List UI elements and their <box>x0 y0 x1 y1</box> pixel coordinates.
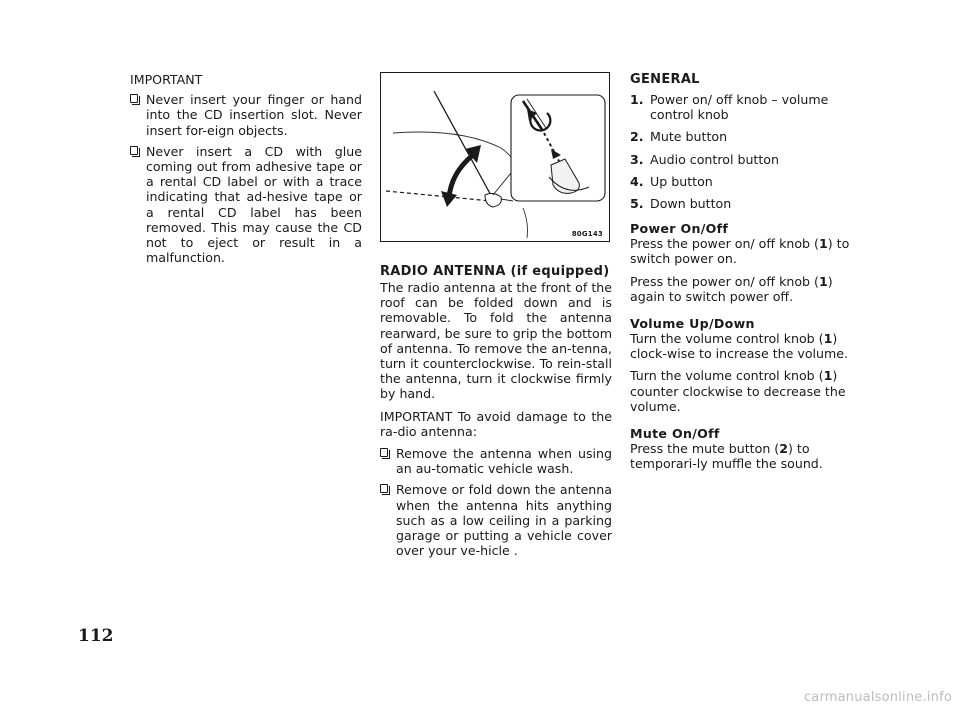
antenna-illustration <box>381 73 609 241</box>
right-column <box>630 72 860 471</box>
power-on-text: Press the power on/ off knob (1) to switch power on. <box>630 236 850 267</box>
watermark: carmanualsonline.info <box>803 690 952 705</box>
volume-heading: Volume Up/Down <box>630 316 755 332</box>
list-item: 3. Audio control button <box>630 151 779 167</box>
radio-antenna-heading: RADIO ANTENNA (if equipped) <box>380 264 610 279</box>
controls-list <box>630 92 860 211</box>
volume-up-text: Turn the volume control knob (1) clock-wise to increase the volume. <box>630 331 849 362</box>
page-number: 112 <box>78 626 114 646</box>
cd-warning-list <box>130 92 362 265</box>
general-heading: GENERAL <box>630 72 700 87</box>
list-item: Never insert your finger or hand into the CD insertion slot. Never insert for-eign objects. <box>130 92 362 138</box>
checkbox-bullet-icon <box>130 94 138 103</box>
list-item: 1. Power on/ off knob – volume control knob <box>630 92 829 123</box>
checkbox-bullet-icon <box>130 146 138 155</box>
power-heading: Power On/Off <box>630 221 729 237</box>
checkbox-bullet-icon <box>380 448 388 457</box>
checkbox-bullet-icon <box>380 484 388 493</box>
important-label: IMPORTANT <box>130 72 203 87</box>
left-column <box>130 72 362 271</box>
volume-down-text: Turn the volume control knob (1) counter clockwise to decrease the volume. <box>630 368 846 414</box>
mute-text: Press the mute button (2) to temporari-ly muffle the sound. <box>630 441 823 472</box>
list-item: Remove the antenna when using an au-tomatic vehicle wash. <box>380 446 612 476</box>
antenna-figure <box>380 72 610 242</box>
figure-code: 80G143 <box>571 230 603 238</box>
list-item: Remove or fold down the antenna when the antenna hits anything such as a low ceiling in a parking garage or putting a vehicle cover over your ve-hicle . <box>380 482 612 558</box>
middle-column <box>380 72 612 564</box>
list-item: 5. Down button <box>630 196 732 212</box>
list-item: Never insert a CD with glue coming out from adhesive tape or a rental CD label or with a trace indicating that ad-hesive tape or a rental CD label has been removed. This may cause the CD not to eject or result in a malfunction. <box>130 144 362 266</box>
radio-antenna-body: The radio antenna at the front of the roof can be folded down and is removable. To fold the antenna rearward, be sure to grip the bottom of antenna. To remove the an-tenna, turn it counterclockwise. To rein-stall the antenna, turn it clockwise firmly by hand. <box>380 280 612 402</box>
power-off-text: Press the power on/ off knob (1) again to switch power off. <box>630 273 833 304</box>
list-item: 2. Mute button <box>630 129 728 145</box>
antenna-warning-list <box>380 446 612 558</box>
list-item: 4. Up button <box>630 173 713 189</box>
mute-heading: Mute On/Off <box>630 426 720 442</box>
antenna-important-text: IMPORTANT To avoid damage to the ra-dio antenna: <box>380 408 612 439</box>
